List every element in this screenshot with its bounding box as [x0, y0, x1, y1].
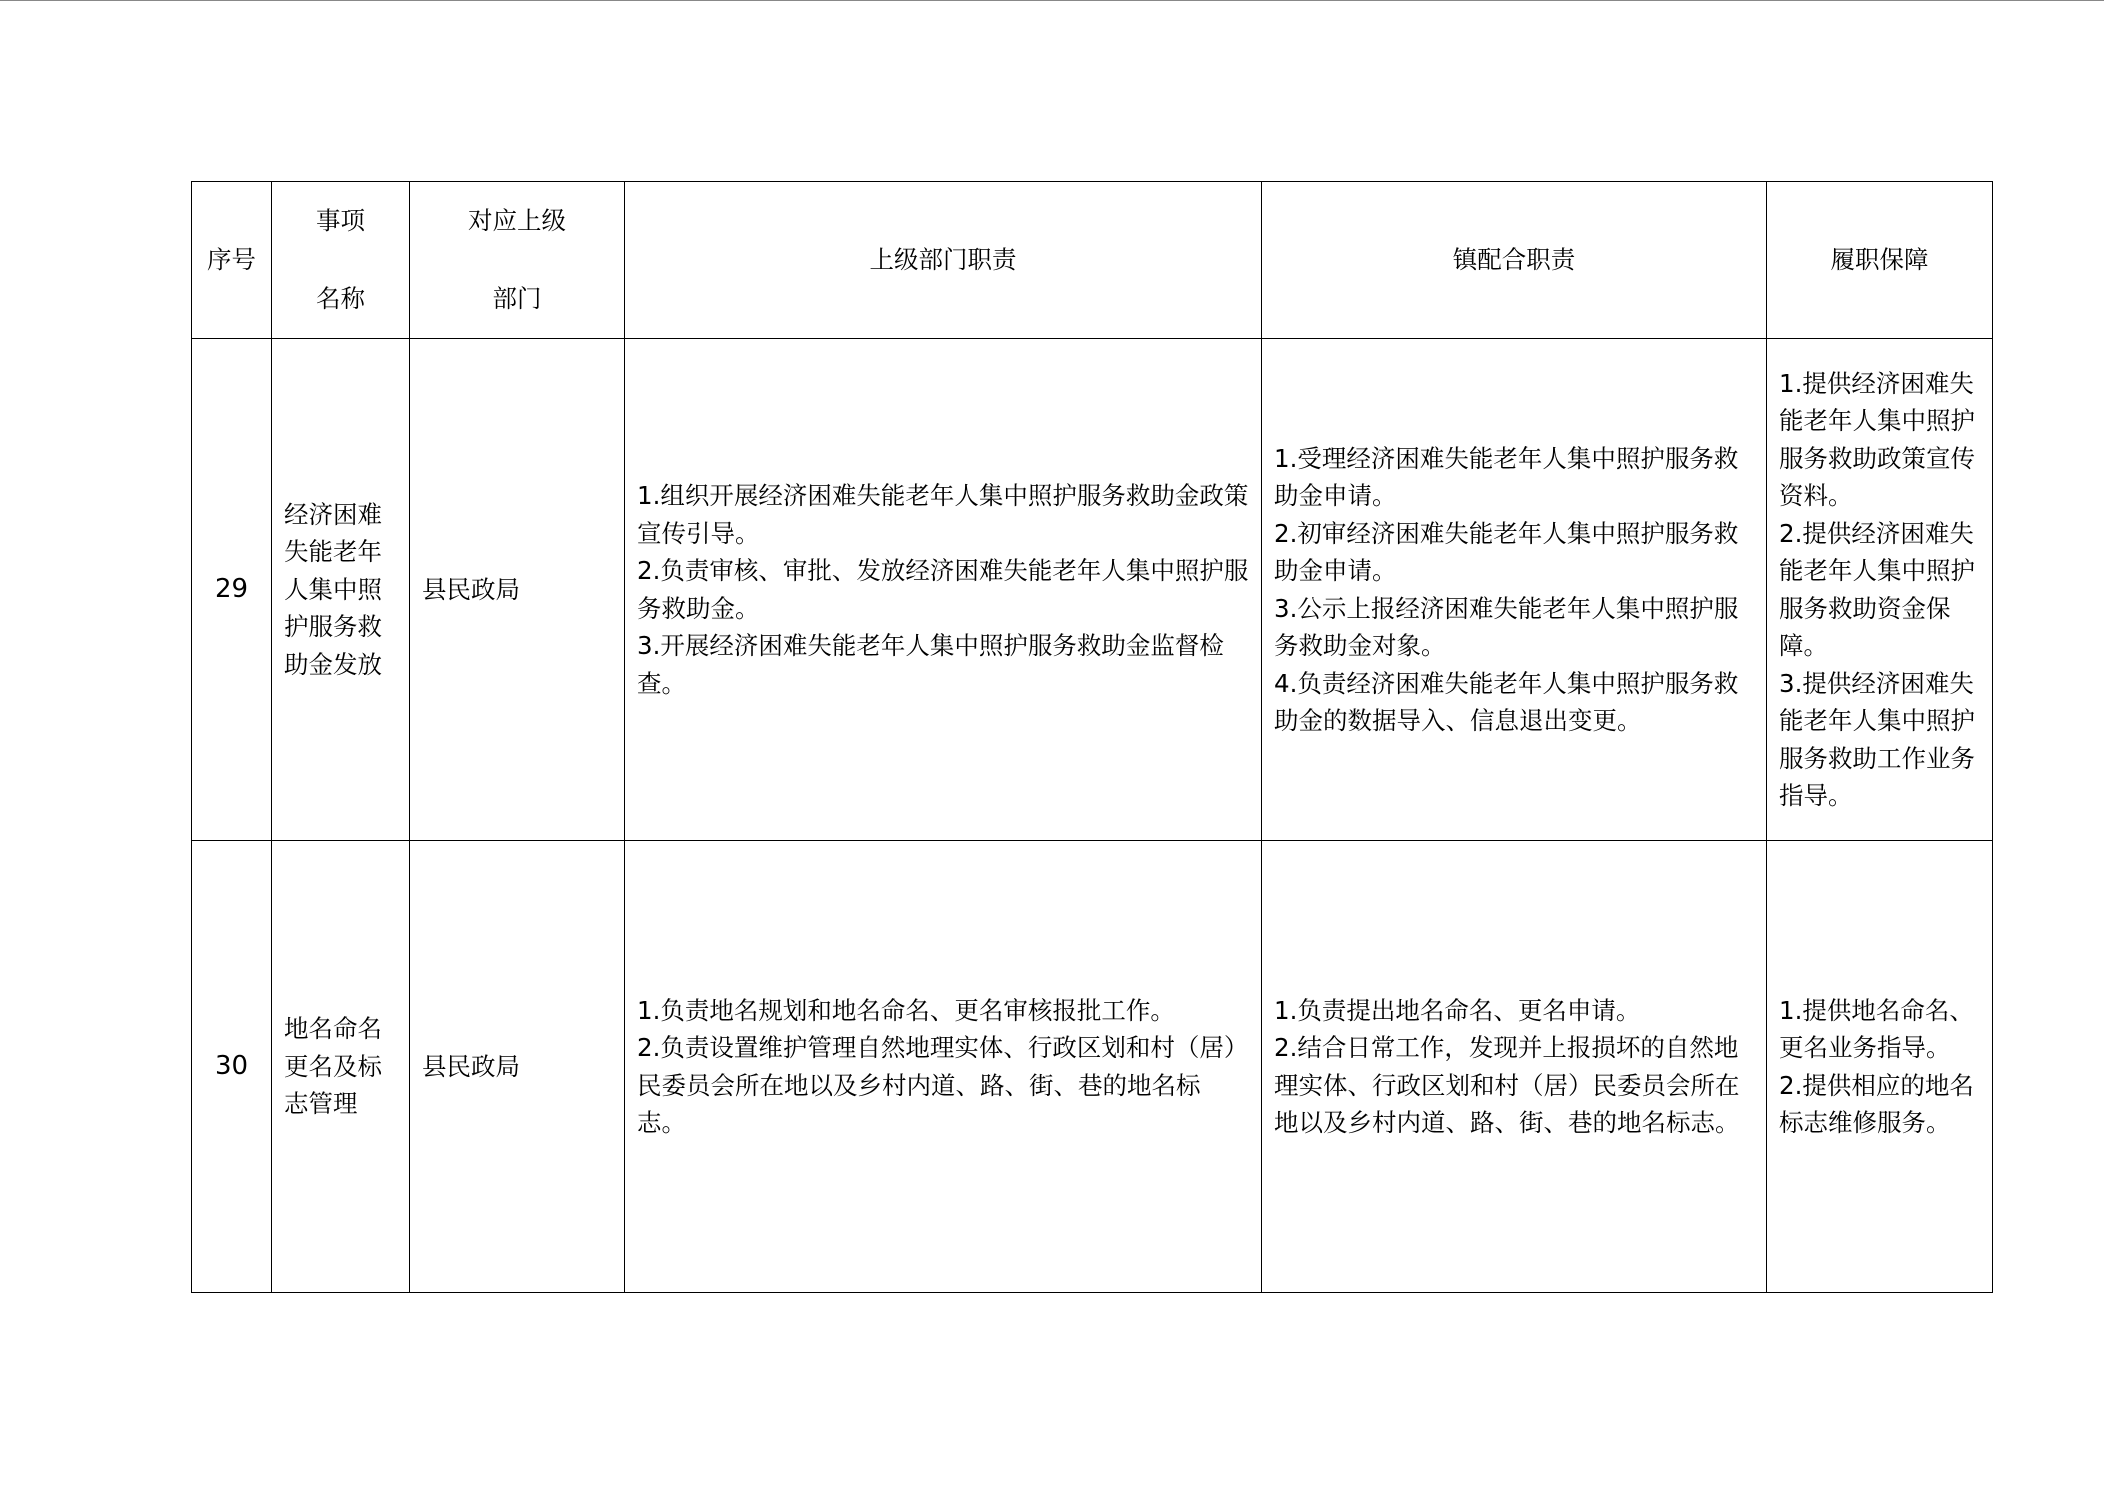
guarantee-item: 2.提供经济困难失能老年人集中照护服务救助资金保障。	[1779, 518, 1975, 660]
row-dept: 县民政局	[410, 841, 625, 1293]
row-seq: 29	[192, 339, 272, 841]
guarantee-item: 1.提供地名命名、更名业务指导。	[1779, 995, 1974, 1062]
row-town-duty	[1262, 841, 1767, 1293]
superior-duty-item: 2.负责审核、审批、发放经济困难失能老年人集中照护服务救助金。	[637, 556, 1249, 623]
duty-table	[191, 181, 1993, 1293]
guarantee-item: 2.提供相应的地名标志维修服务。	[1779, 1070, 1974, 1137]
superior-duty-item: 1.负责地名规划和地名命名、更名审核报批工作。	[637, 995, 1175, 1025]
guarantee-item: 3.提供经济困难失能老年人集中照护服务救助工作业务指导。	[1779, 668, 1975, 810]
header-dept-line2: 部门	[492, 284, 542, 313]
header-town-duty: 镇配合职责	[1262, 182, 1767, 339]
row-seq: 30	[192, 841, 272, 1293]
row-superior-duty	[625, 841, 1262, 1293]
header-dept-line1: 对应上级	[468, 206, 566, 235]
superior-duty-item: 1.组织开展经济困难失能老年人集中照护服务救助金政策宣传引导。	[637, 481, 1249, 548]
header-item-name-line1: 事项	[316, 206, 365, 235]
town-duty-item: 3.公示上报经济困难失能老年人集中照护服务救助金对象。	[1274, 593, 1739, 660]
row-guarantee	[1767, 339, 1993, 841]
header-guarantee: 履职保障	[1767, 182, 1993, 339]
row-item-name: 经济困难失能老年人集中照护服务救助金发放	[272, 339, 410, 841]
town-duty-item: 1.受理经济困难失能老年人集中照护服务救助金申请。	[1274, 443, 1739, 510]
header-seq: 序号	[192, 182, 272, 339]
row-superior-duty	[625, 339, 1262, 841]
header-dept	[410, 182, 625, 339]
town-duty-item: 2.初审经济困难失能老年人集中照护服务救助金申请。	[1274, 518, 1739, 585]
town-duty-item: 4.负责经济困难失能老年人集中照护服务救助金的数据导入、信息退出变更。	[1274, 668, 1739, 735]
town-duty-item: 2.结合日常工作，发现并上报损坏的自然地理实体、行政区划和村（居）民委员会所在地以及乡村内道、路、街、巷的地名标志。	[1274, 1033, 1740, 1137]
superior-duty-item: 3.开展经济困难失能老年人集中照护服务救助金监督检查。	[637, 631, 1224, 698]
header-superior-duty: 上级部门职责	[625, 182, 1262, 339]
header-row	[192, 182, 1993, 339]
header-item-name-line2: 名称	[316, 284, 365, 313]
table-row	[192, 339, 1993, 841]
row-town-duty	[1262, 339, 1767, 841]
row-dept: 县民政局	[410, 339, 625, 841]
guarantee-item: 1.提供经济困难失能老年人集中照护服务救助政策宣传资料。	[1779, 368, 1975, 510]
page-top-rule	[0, 0, 2104, 1]
row-guarantee	[1767, 841, 1993, 1293]
town-duty-item: 1.负责提出地名命名、更名申请。	[1274, 995, 1641, 1025]
header-item-name	[272, 182, 410, 339]
row-item-name: 地名命名更名及标志管理	[272, 841, 410, 1293]
superior-duty-item: 2.负责设置维护管理自然地理实体、行政区划和村（居）民委员会所在地以及乡村内道、路、街、巷的地名标志。	[637, 1033, 1249, 1137]
table-row	[192, 841, 1993, 1293]
